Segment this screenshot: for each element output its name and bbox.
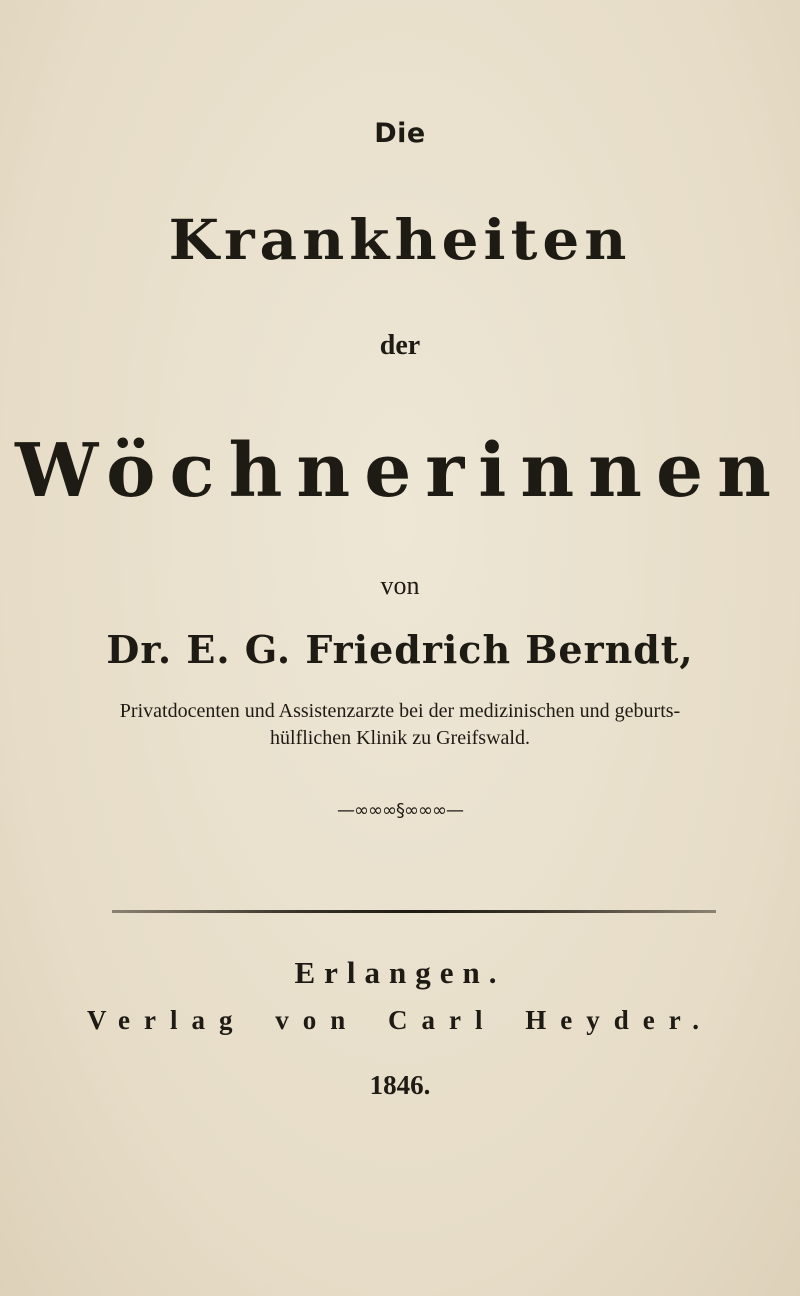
horizontal-rule — [112, 910, 716, 913]
title-article: Die — [374, 118, 426, 149]
publication-year: 1846. — [369, 1070, 431, 1100]
author-name: Dr. E. G. Friedrich Berndt, — [106, 627, 694, 672]
author-description-line-2: hülflichen Klinik zu Greifswald. — [270, 727, 530, 749]
publication-city: Erlangen. — [294, 955, 506, 990]
by-line: von — [380, 571, 420, 600]
publisher-line: Verlag von Carl Heyder. — [87, 1005, 713, 1035]
title-connector: der — [379, 330, 421, 361]
title-main-word: Krankheiten — [168, 207, 632, 273]
title-subject: Wöchnerinnen — [15, 428, 785, 514]
author-description-line-1: Privatdocenten und Assistenzarzte bei der medizinischen und geburts- — [119, 700, 681, 722]
ornament-divider: —∞∞∞§∞∞∞— — [337, 800, 463, 821]
